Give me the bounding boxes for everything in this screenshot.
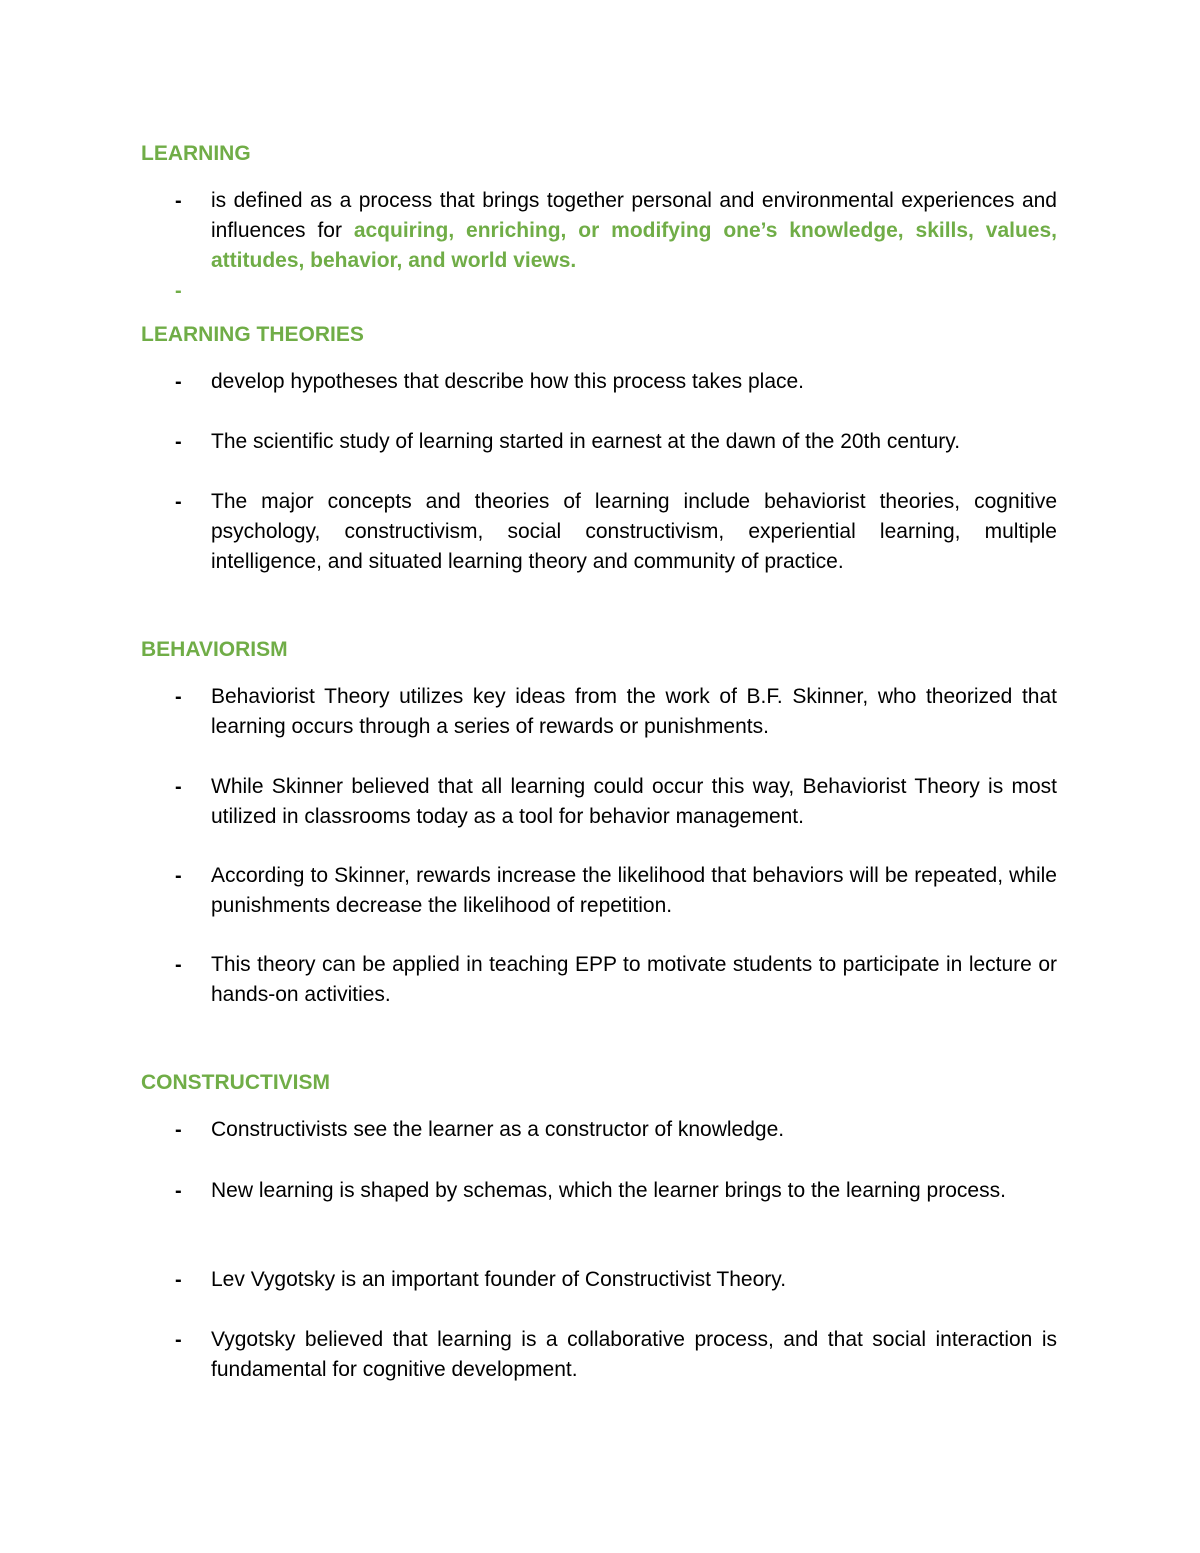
bullet-dash: - <box>175 491 182 513</box>
bullet-dash: - <box>175 1119 182 1141</box>
learning-definition-text <box>211 186 1057 276</box>
bullet-dash: - <box>175 1329 182 1351</box>
list-item-text: While Skinner believed that all learning could occur this way, Behaviorist Theory is most utilized in classrooms today as a tool for behavior management. <box>211 775 1057 828</box>
bullet-dash: - <box>175 190 182 212</box>
list-item-text: New learning is shaped by schemas, which the learner brings to the learning process. <box>211 1179 1006 1202</box>
definition-highlight: acquiring, enriching, or modifying one’s knowledge, skills, values, attitudes, behavior, and world views. <box>211 219 1057 272</box>
heading-learning: LEARNING <box>141 142 251 165</box>
list-item-text: The major concepts and theories of learning include behaviorist theories, cognitive psychology, constructivism, social constructivism, experiential learning, multiple intelligence, and situated learning theory and community of practice. <box>211 490 1057 573</box>
list-item-text: Behaviorist Theory utilizes key ideas from the work of B.F. Skinner, who theorized that learning occurs through a series of rewards or punishments. <box>211 685 1057 738</box>
definition-plain: is defined as a process that brings together personal and environmental experiences and influences for <box>211 189 1057 242</box>
bullet-dash: - <box>175 686 182 708</box>
heading-behaviorism: BEHAVIORISM <box>141 638 288 661</box>
bullet-dash: - <box>175 371 182 393</box>
list-item-text: Lev Vygotsky is an important founder of Constructivist Theory. <box>211 1268 787 1291</box>
list-item-text: According to Skinner, rewards increase the likelihood that behaviors will be repeated, while punishments decrease the likelihood of repetition. <box>211 864 1057 917</box>
heading-learning-theories: LEARNING THEORIES <box>141 323 364 346</box>
list-item-text: develop hypotheses that describe how this process takes place. <box>211 370 805 393</box>
bullet-dash-green: - <box>175 280 182 302</box>
list-item-text: Vygotsky believed that learning is a collaborative process, and that social interaction is fundamental for cognitive development. <box>211 1328 1057 1381</box>
list-item-text: The scientific study of learning started in earnest at the dawn of the 20th century. <box>211 430 961 453</box>
bullet-dash: - <box>175 954 182 976</box>
list-item-text: Constructivists see the learner as a constructor of knowledge. <box>211 1118 785 1141</box>
heading-constructivism: CONSTRUCTIVISM <box>141 1071 330 1094</box>
bullet-dash: - <box>175 431 182 453</box>
bullet-dash: - <box>175 1269 182 1291</box>
bullet-dash: - <box>175 1180 182 1202</box>
list-item-text: This theory can be applied in teaching EPP to motivate students to participate in lecture or hands-on activities. <box>211 953 1057 1006</box>
bullet-dash: - <box>175 776 182 798</box>
bullet-dash: - <box>175 865 182 887</box>
